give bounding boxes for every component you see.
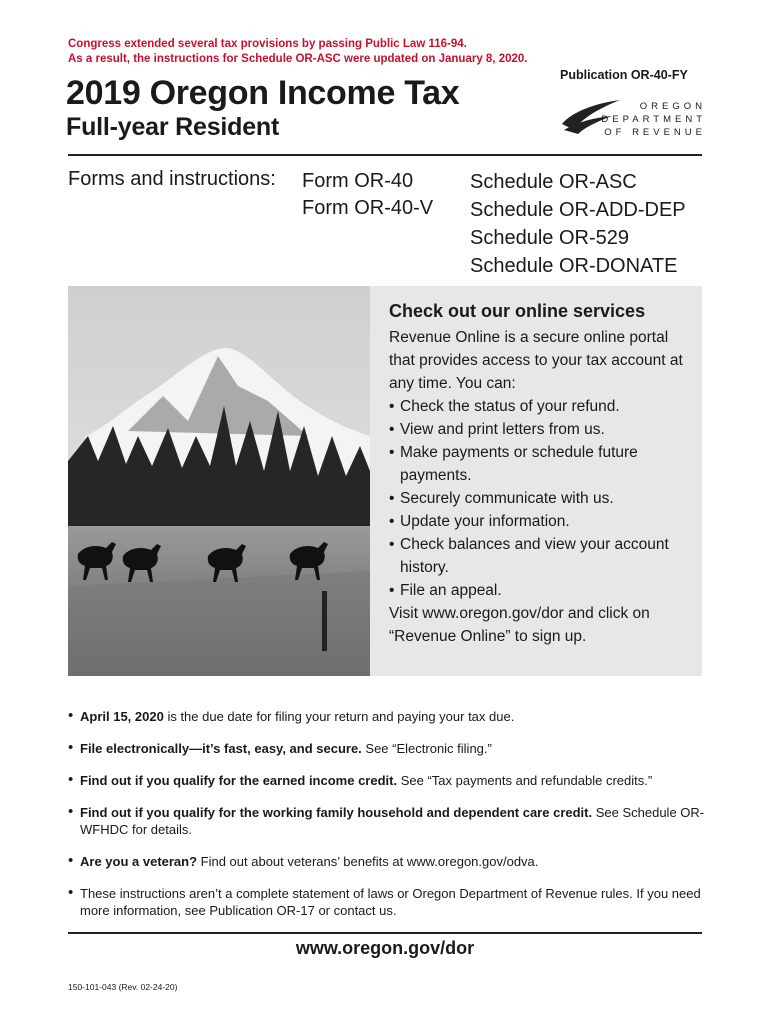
revision-code: 150-101-043 (Rev. 02-24-20) <box>68 982 178 992</box>
bullet-bold: Find out if you qualify for the working family household and dependent care credit. <box>80 805 593 820</box>
list-item: • File an appeal. <box>389 579 689 602</box>
info-bullet: • April 15, 2020 is the due date for filing your return and paying your tax due. <box>68 707 515 724</box>
list-item: • Check balances and view your account history. <box>389 533 689 579</box>
list-item: • View and print letters from us. <box>389 418 689 441</box>
bullet-text: These instructions aren’t a complete statement of laws or Oregon Department of Revenue rules. If you need more information, see Publication OR-17 or contact us. <box>80 886 701 918</box>
form-item: Form OR-40 <box>302 170 414 192</box>
promo-intro: Revenue Online is a secure online portal that provides access to your tax account at any time. You can: <box>389 329 683 392</box>
info-bullet: • File electronically—it’s fast, easy, and secure. See “Electronic filing.” <box>68 739 492 756</box>
forms-list <box>302 168 433 222</box>
bullet-bold: April 15, 2020 <box>80 709 164 724</box>
bullet-text: See Schedule OR-WFHDC for details. <box>80 805 705 837</box>
publication-number: Publication OR-40-FY <box>560 68 688 82</box>
promo-heading: Check out our online services <box>389 301 646 321</box>
forms-label: Forms and instructions: <box>68 168 276 190</box>
bullet-bold: Find out if you qualify for the earned income credit. <box>80 773 398 788</box>
logo-line-3: OF REVENUE <box>604 127 706 138</box>
info-bullet: • Find out if you qualify for the earned income credit. See “Tax payments and refundable credits.” <box>68 771 653 788</box>
info-bullet: • Find out if you qualify for the working family household and dependent care credit. See Schedule OR-WFHDC for details. <box>68 803 705 837</box>
schedule-item: Schedule OR-529 <box>470 227 629 249</box>
notice-line-1: Congress extended several tax provisions by passing Public Law 116-94. <box>68 38 467 50</box>
bottom-divider <box>68 932 702 934</box>
list-item: • Securely communicate with us. <box>389 487 689 510</box>
logo-text <box>601 100 706 139</box>
footer-link[interactable]: www.oregon.gov/dor <box>295 938 475 958</box>
list-item: • Make payments or schedule future payments. <box>389 441 689 487</box>
list-item: • Update your information. <box>389 510 689 533</box>
key-info-list <box>68 708 708 934</box>
dor-logo <box>560 90 706 140</box>
bullet-text: Find out about veterans’ benefits at www.oregon.gov/odva. <box>197 854 539 869</box>
schedule-item: Schedule OR-ASC <box>470 171 637 193</box>
update-notice <box>68 37 588 67</box>
list-item: • Check the status of your refund. <box>389 395 689 418</box>
schedule-item: Schedule OR-DONATE <box>470 255 678 277</box>
notice-line-2: As a result, the instructions for Schedule OR-ASC were updated on January 8, 2020. <box>68 53 528 65</box>
promo-list <box>389 395 689 602</box>
schedule-item: Schedule OR-ADD-DEP <box>470 199 686 221</box>
page-subtitle: Full-year Resident <box>66 113 280 141</box>
online-services-panel <box>370 286 702 676</box>
bullet-text: is the due date for filing your return and paying your tax due. <box>163 709 515 724</box>
page-title: 2019 Oregon Income Tax <box>66 74 460 112</box>
schedules-list <box>470 168 686 280</box>
info-bullet: • Are you a veteran? Find out about veterans’ benefits at www.oregon.gov/odva. <box>68 852 539 869</box>
form-item: Form OR-40-V <box>302 197 434 219</box>
top-divider <box>68 154 702 156</box>
bullet-bold: Are you a veteran? <box>80 854 198 869</box>
promo-outro: Visit www.oregon.gov/dor and click on “Revenue Online” to sign up. <box>389 605 650 645</box>
logo-line-1: OREGON <box>639 101 706 112</box>
logo-line-2: DEPARTMENT <box>601 114 706 125</box>
bullet-text: See “Electronic filing.” <box>361 741 492 756</box>
bullet-text: See “Tax payments and refundable credits.” <box>397 773 653 788</box>
mountain-horses-photo <box>68 286 370 676</box>
landscape-image <box>68 286 370 676</box>
info-bullet: • These instructions aren’t a complete statement of laws or Oregon Department of Revenue rules. If you need more information, see Publication OR-17 or contact us. <box>68 884 701 918</box>
bullet-bold: File electronically—it’s fast, easy, and secure. <box>80 741 362 756</box>
